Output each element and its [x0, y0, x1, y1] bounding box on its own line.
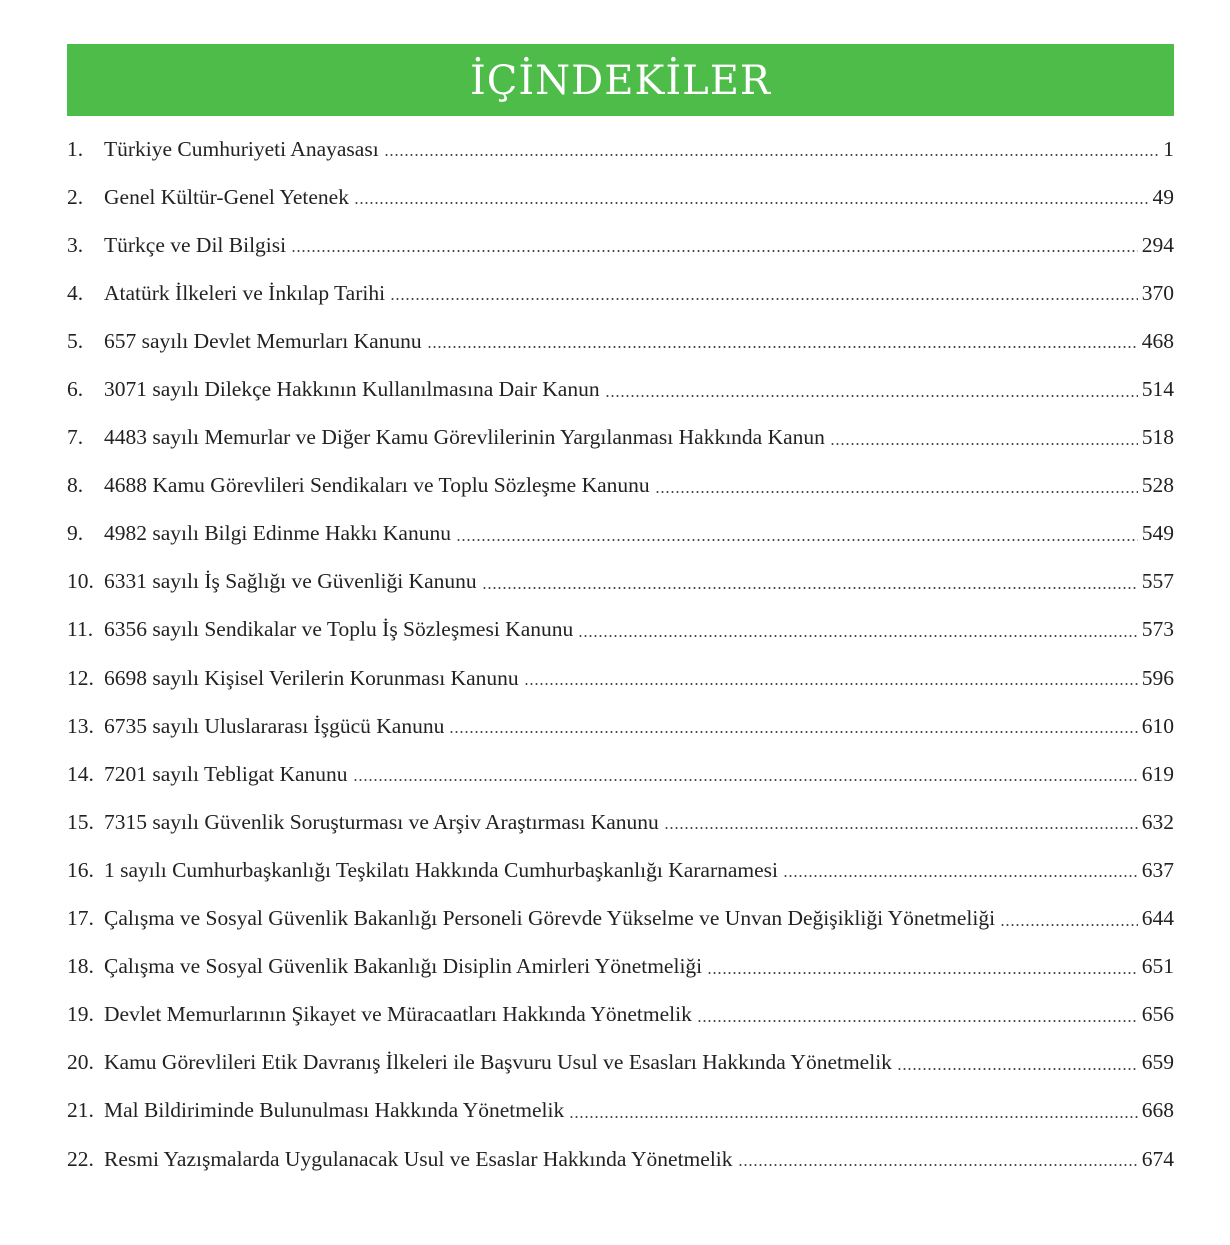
toc-entry-title: Devlet Memurlarının Şikayet ve Müracaatları Hakkında Yönetmelik	[104, 1002, 692, 1027]
toc-entry-page-number: 668	[1141, 1098, 1174, 1123]
toc-entry[interactable]	[67, 846, 1174, 894]
dot-leader	[655, 489, 1138, 495]
toc-entry-number: 6.	[67, 377, 84, 402]
toc-entry-title: 6698 sayılı Kişisel Verilerin Korunması Kanunu	[104, 665, 519, 690]
toc-entry-page-number: 619	[1141, 761, 1174, 786]
dot-leader	[449, 729, 1137, 735]
dot-leader	[524, 681, 1138, 687]
dot-leader	[354, 200, 1149, 206]
toc-entry-page-number: 656	[1141, 1002, 1174, 1027]
toc-entry-page-number: 514	[1141, 377, 1174, 402]
toc-entry[interactable]	[67, 991, 1174, 1039]
toc-entry-page-number: 549	[1141, 521, 1174, 546]
toc-entry-number: 12.	[67, 665, 94, 690]
toc-entry[interactable]	[67, 606, 1174, 654]
toc-entry-number: 4.	[67, 280, 84, 305]
toc-entry[interactable]	[67, 558, 1174, 606]
toc-entry-number: 9.	[67, 521, 84, 546]
title-bar	[67, 44, 1174, 116]
toc-entry-number: 7.	[67, 425, 84, 450]
dot-leader	[384, 152, 1160, 158]
toc-entry[interactable]	[67, 750, 1174, 798]
toc-entry[interactable]	[67, 1135, 1174, 1183]
toc-entry-number: 8.	[67, 473, 84, 498]
dot-leader	[664, 825, 1138, 831]
toc-entry-number: 15.	[67, 809, 94, 834]
toc-entry-title: 6331 sayılı İş Sağlığı ve Güvenliği Kanunu	[104, 569, 477, 594]
toc-entry-number: 11.	[67, 617, 94, 642]
toc-entry-page-number: 49	[1152, 184, 1174, 209]
toc-entry[interactable]	[67, 462, 1174, 510]
toc-entry[interactable]	[67, 365, 1174, 413]
toc-entry-title: Resmi Yazışmalarda Uygulanacak Usul ve Esaslar Hakkında Yönetmelik	[104, 1146, 733, 1171]
toc-entry-number: 21.	[67, 1098, 94, 1123]
toc-entry-title: Mal Bildiriminde Bulunulması Hakkında Yönetmelik	[104, 1098, 565, 1123]
toc-entry-title: Atatürk İlkeleri ve İnkılap Tarihi	[104, 280, 386, 305]
dot-leader	[482, 585, 1138, 591]
toc-entry-number: 3.	[67, 232, 84, 257]
toc-entry[interactable]	[67, 798, 1174, 846]
toc-entry-number: 20.	[67, 1050, 94, 1075]
toc-entry-number: 2.	[67, 184, 84, 209]
toc-entry[interactable]	[67, 702, 1174, 750]
toc-entry-title: 3071 sayılı Dilekçe Hakkının Kullanılmasına Dair Kanun	[104, 377, 600, 402]
toc-entry-page-number: 596	[1141, 665, 1174, 690]
toc-entry-title: 7201 sayılı Tebligat Kanunu	[104, 761, 348, 786]
toc-entry-page-number: 557	[1141, 569, 1174, 594]
toc-entry-number: 18.	[67, 954, 94, 979]
toc-entry[interactable]	[67, 125, 1174, 173]
toc-entry-page-number: 659	[1141, 1050, 1174, 1075]
toc-entry-page-number: 370	[1141, 280, 1174, 305]
toc-entry-page-number: 1	[1163, 136, 1174, 161]
toc-entry[interactable]	[67, 317, 1174, 365]
toc-entry[interactable]	[67, 1039, 1174, 1087]
toc-entry-page-number: 610	[1141, 713, 1174, 738]
toc-entry-title: Türkçe ve Dil Bilgisi	[104, 232, 287, 257]
dot-leader	[1000, 922, 1138, 928]
toc-entry-number: 13.	[67, 713, 94, 738]
toc-entry-title: Çalışma ve Sosyal Güvenlik Bakanlığı Personeli Görevde Yükselme ve Unvan Değişikliği Yönetmeliği	[104, 906, 996, 931]
toc-entry[interactable]	[67, 1087, 1174, 1135]
dot-leader	[456, 537, 1138, 543]
toc-entry-page-number: 651	[1141, 954, 1174, 979]
toc-entry-title: 6356 sayılı Sendikalar ve Toplu İş Sözleşmesi Kanunu	[104, 617, 574, 642]
toc-entry-number: 16.	[67, 857, 94, 882]
dot-leader	[897, 1066, 1138, 1072]
toc-entry-number: 22.	[67, 1146, 94, 1171]
toc-entry[interactable]	[67, 510, 1174, 558]
toc-entry-title: Çalışma ve Sosyal Güvenlik Bakanlığı Disiplin Amirleri Yönetmeliği	[104, 954, 703, 979]
dot-leader	[427, 344, 1138, 350]
toc-entry-title: Genel Kültür-Genel Yetenek	[104, 184, 349, 209]
toc-entry[interactable]	[67, 221, 1174, 269]
dot-leader	[783, 873, 1138, 879]
dot-leader	[291, 248, 1138, 254]
dot-leader	[390, 296, 1138, 302]
toc-entry-page-number: 674	[1141, 1146, 1174, 1171]
dot-leader	[697, 1018, 1138, 1024]
toc-entry-page-number: 637	[1141, 857, 1174, 882]
dot-leader	[830, 441, 1138, 447]
toc-entry-title: 4688 Kamu Görevlileri Sendikaları ve Toplu Sözleşme Kanunu	[104, 473, 650, 498]
toc-entry-number: 17.	[67, 906, 94, 931]
toc-entry-page-number: 644	[1141, 906, 1174, 931]
toc-entry[interactable]	[67, 414, 1174, 462]
toc-entry[interactable]	[67, 895, 1174, 943]
toc-entry[interactable]	[67, 173, 1174, 221]
toc-entry-page-number: 518	[1141, 425, 1174, 450]
toc-entry-title: 7315 sayılı Güvenlik Soruşturması ve Arşiv Araştırması Kanunu	[104, 809, 659, 834]
toc-entry-page-number: 573	[1141, 617, 1174, 642]
dot-leader	[738, 1162, 1138, 1168]
toc-entry-page-number: 468	[1141, 328, 1174, 353]
toc-entry-number: 1.	[67, 136, 84, 161]
page-title: İÇİNDEKİLER	[469, 58, 772, 104]
toc-entry-title: 4483 sayılı Memurlar ve Diğer Kamu Görevlilerinin Yargılanması Hakkında Kanun	[104, 425, 825, 450]
dot-leader	[605, 393, 1138, 399]
toc-entry[interactable]	[67, 269, 1174, 317]
toc-entry-number: 14.	[67, 761, 94, 786]
toc-entry-title: Türkiye Cumhuriyeti Anayasası	[104, 136, 379, 161]
table-of-contents	[67, 125, 1174, 1183]
toc-entry-title: 4982 sayılı Bilgi Edinme Hakkı Kanunu	[104, 521, 451, 546]
toc-entry-page-number: 528	[1141, 473, 1174, 498]
toc-entry-page-number: 294	[1141, 232, 1174, 257]
toc-entry-title: 657 sayılı Devlet Memurları Kanunu	[104, 328, 422, 353]
dot-leader	[578, 633, 1138, 639]
toc-entry[interactable]	[67, 943, 1174, 991]
toc-entry-page-number: 632	[1141, 809, 1174, 834]
dot-leader	[569, 1114, 1138, 1120]
toc-entry-title: Kamu Görevlileri Etik Davranış İlkeleri ile Başvuru Usul ve Esasları Hakkında Yönetmelik	[104, 1050, 892, 1075]
dot-leader	[707, 970, 1138, 976]
toc-entry-number: 19.	[67, 1002, 94, 1027]
toc-entry-title: 6735 sayılı Uluslararası İşgücü Kanunu	[104, 713, 445, 738]
toc-entry[interactable]	[67, 654, 1174, 702]
toc-entry-title: 1 sayılı Cumhurbaşkanlığı Teşkilatı Hakkında Cumhurbaşkanlığı Kararnamesi	[104, 857, 779, 882]
toc-entry-number: 10.	[67, 569, 94, 594]
dot-leader	[353, 777, 1138, 783]
toc-entry-number: 5.	[67, 328, 84, 353]
